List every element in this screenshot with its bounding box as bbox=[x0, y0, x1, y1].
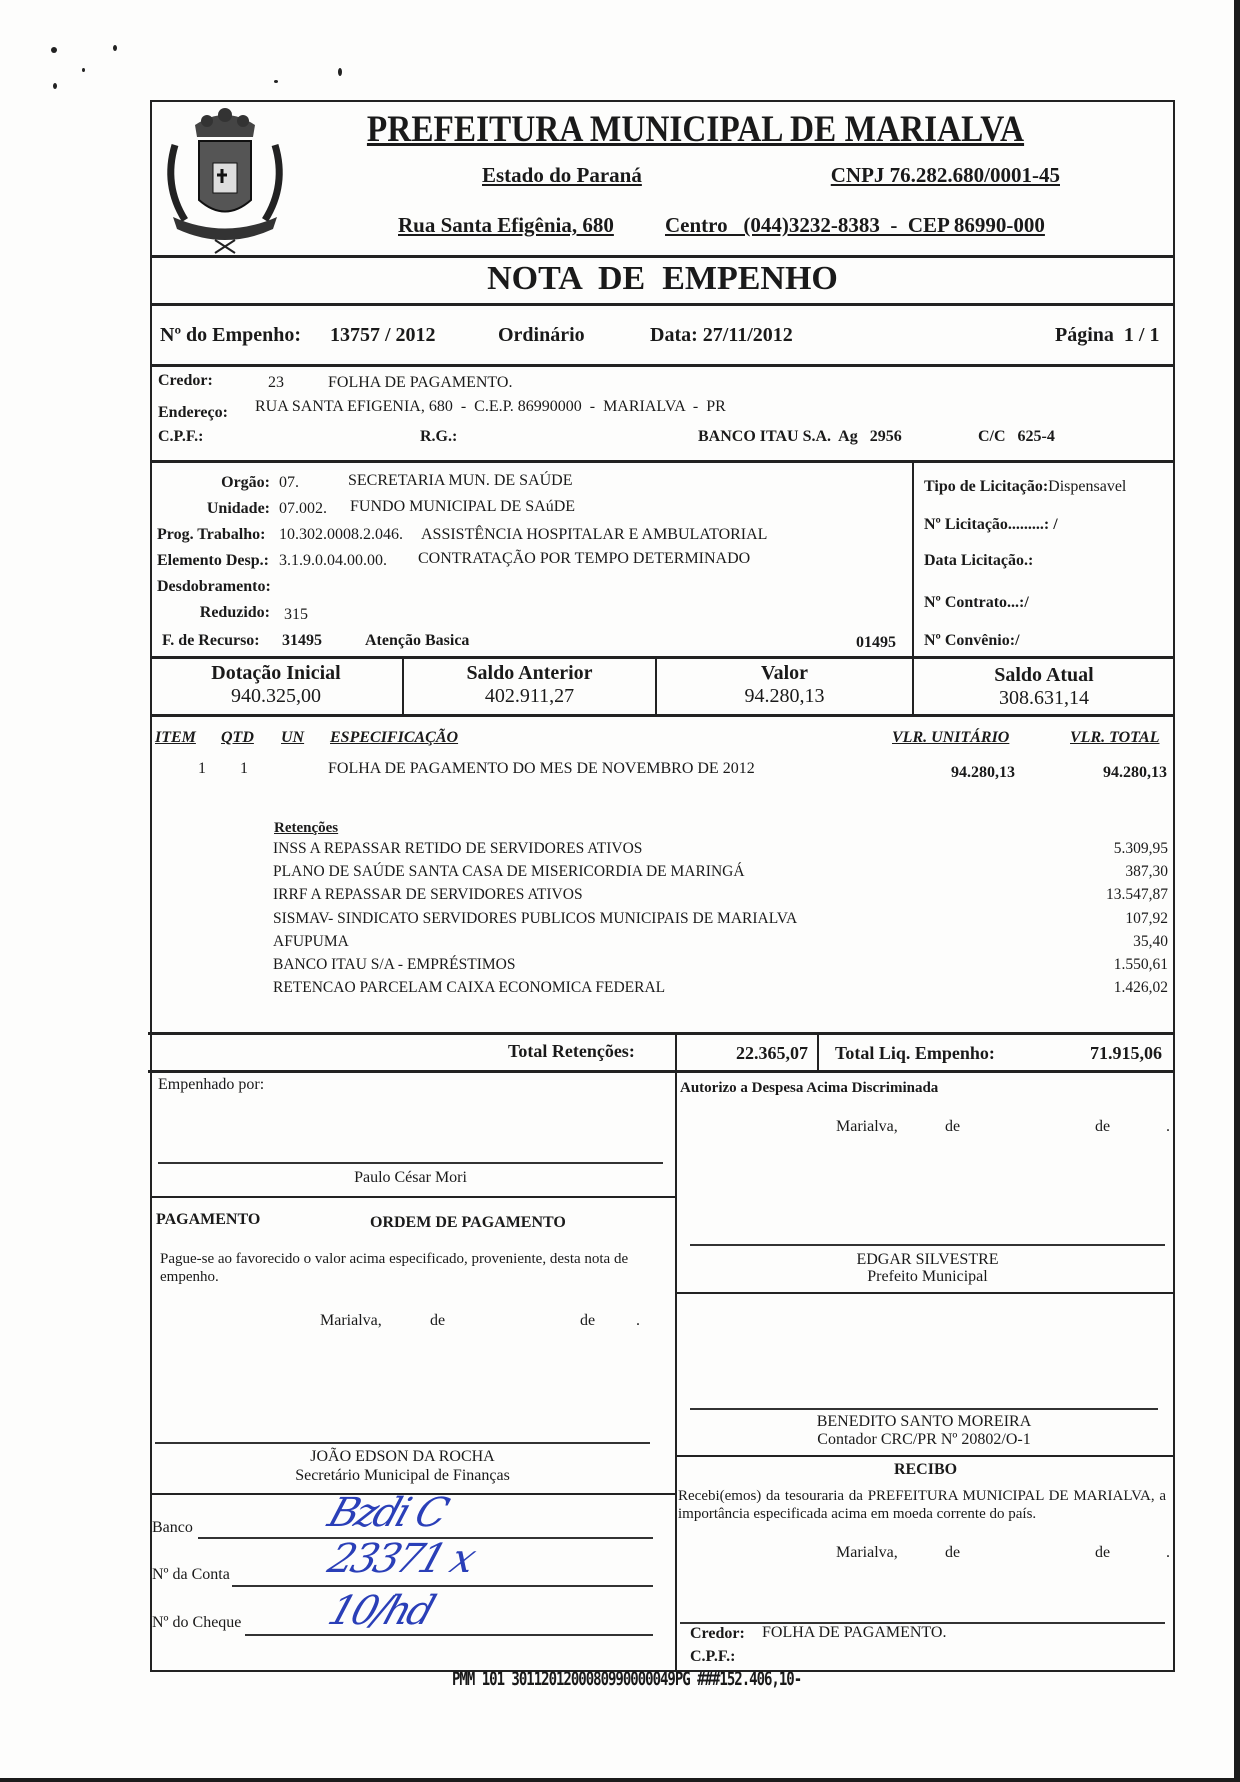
saldo-value: 402.911,27 bbox=[484, 685, 575, 707]
licitacao-data: Data Licitação.: bbox=[924, 552, 1034, 569]
col-header-spec: ESPECIFICAÇÃO bbox=[330, 729, 459, 746]
saldo-anterior bbox=[404, 662, 655, 708]
reduzido-value: 315 bbox=[284, 606, 308, 623]
licitacao-numero: Nº Licitação.........: / bbox=[924, 516, 1058, 533]
elemento-code: 3.1.9.0.04.00.00. bbox=[279, 552, 387, 569]
signature-line bbox=[158, 1162, 663, 1164]
pagamento-dot: . bbox=[636, 1312, 640, 1329]
col-header-unit-value: VLR. UNITÁRIO bbox=[892, 729, 1010, 746]
recurso-label: F. de Recurso: bbox=[162, 632, 260, 649]
bank-info: BANCO ITAU S.A. Ag 2956 bbox=[698, 428, 902, 445]
recurso-name: Atenção Basica bbox=[365, 632, 470, 649]
unidade-label: Unidade: bbox=[206, 500, 270, 517]
empenhado-signer: Paulo César Mori bbox=[354, 1169, 467, 1186]
empenho-number: 13757 / 2012 bbox=[330, 324, 436, 346]
empenho-number-label: Nº do Empenho: bbox=[160, 324, 302, 346]
licitacao-contrato: Nº Contrato...:/ bbox=[924, 594, 1029, 611]
recibo-dot: . bbox=[1166, 1544, 1170, 1561]
retencoes-list bbox=[273, 840, 1168, 1002]
divider bbox=[676, 1292, 1175, 1294]
endereco-label: Endereço: bbox=[158, 404, 228, 421]
divider bbox=[150, 303, 1175, 306]
total-retencoes-value: 22.365,07 bbox=[736, 1043, 808, 1063]
retencao-desc: AFUPUMA bbox=[273, 932, 349, 950]
unidade-code: 07.002. bbox=[279, 500, 327, 517]
header-address: Rua Santa Efigênia, 680 bbox=[398, 213, 614, 237]
recurso-code: 31495 bbox=[282, 632, 322, 649]
recibo-credor-label: Credor: bbox=[690, 1625, 745, 1642]
autorizo-title: Autorizo a Despesa Acima Discriminada bbox=[680, 1080, 939, 1096]
autorizo-signer-role: Prefeito Municipal bbox=[867, 1268, 988, 1285]
saldo-value: 94.280,13 bbox=[744, 685, 825, 707]
cheque-handwritten: 10/hd bbox=[322, 1588, 439, 1634]
pagamento-label: PAGAMENTO bbox=[156, 1211, 261, 1228]
pagamento-signer-name: JOÃO EDSON DA ROCHA bbox=[310, 1448, 495, 1465]
saldo-value: 308.631,14 bbox=[999, 687, 1089, 709]
retencoes-title: Retenções bbox=[274, 820, 339, 836]
saldo-valor bbox=[657, 662, 912, 708]
saldo-atual bbox=[914, 664, 1174, 710]
pagamento-text: Pague-se ao favorecido o valor acima especificado, proveniente, desta nota de empenho. bbox=[160, 1251, 629, 1285]
retencao-desc: PLANO DE SAÚDE SANTA CASA DE MISERICORDIA DE MARINGÁ bbox=[273, 863, 745, 881]
item-spec: FOLHA DE PAGAMENTO DO MES DE NOVEMBRO DE 2012 bbox=[328, 760, 755, 777]
empenhado-label: Empenhado por: bbox=[158, 1076, 265, 1093]
recibo-de1: de bbox=[945, 1544, 961, 1561]
recibo-credor-name: FOLHA DE PAGAMENTO. bbox=[762, 1624, 947, 1641]
retencao-value: 387,30 bbox=[1125, 863, 1168, 881]
scan-speck bbox=[274, 80, 278, 83]
item-qtd: 1 bbox=[240, 760, 248, 777]
retencao-desc: BANCO ITAU S/A - EMPRÉSTIMOS bbox=[273, 955, 516, 973]
col-header-item: ITEM bbox=[155, 729, 196, 746]
divider bbox=[150, 1196, 676, 1198]
prog-code: 10.302.0008.2.046. bbox=[279, 526, 403, 543]
elemento-label: Elemento Desp.: bbox=[157, 552, 269, 569]
item-unit-value: 94.280,13 bbox=[951, 764, 1015, 781]
recibo-place: Marialva, bbox=[836, 1544, 898, 1561]
conta-corrente: C/C 625-4 bbox=[978, 428, 1055, 445]
header-state: Estado do Paraná bbox=[482, 163, 642, 187]
total-liquido-value: 71.915,06 bbox=[1090, 1043, 1162, 1063]
desdobramento-label: Desdobramento: bbox=[157, 578, 271, 595]
divider bbox=[150, 460, 1175, 463]
pagamento-place: Marialva, bbox=[320, 1312, 382, 1329]
retencao-desc: RETENCAO PARCELAM CAIXA ECONOMICA FEDERAL bbox=[273, 979, 666, 997]
divider bbox=[148, 1032, 1175, 1035]
retencao-desc: IRRF A REPASSAR DE SERVIDORES ATIVOS bbox=[273, 886, 583, 904]
retencao-desc: INSS A REPASSAR RETIDO DE SERVIDORES ATIVOS bbox=[273, 840, 643, 857]
retencao-value: 35,40 bbox=[1133, 932, 1168, 950]
autorizo-place: Marialva, bbox=[836, 1118, 898, 1135]
list-item bbox=[273, 956, 1168, 979]
conta-field-line[interactable] bbox=[232, 1585, 653, 1587]
orgao-code: 07. bbox=[279, 474, 299, 491]
banco-label: Banco bbox=[152, 1519, 193, 1536]
item-total-value: 94.280,13 bbox=[1103, 764, 1167, 781]
saldo-label: Saldo Atual bbox=[994, 664, 1094, 686]
credor-code: 23 bbox=[268, 374, 284, 391]
divider bbox=[676, 1455, 1175, 1457]
prog-label: Prog. Trabalho: bbox=[157, 526, 266, 543]
page-indicator: Página 1 / 1 bbox=[1055, 324, 1160, 346]
saldo-value: 940.325,00 bbox=[231, 685, 321, 707]
scan-edge-bottom bbox=[0, 1778, 1240, 1782]
autorizo-signer-name: EDGAR SILVESTRE bbox=[856, 1251, 999, 1268]
col-header-total-value: VLR. TOTAL bbox=[1070, 729, 1160, 746]
banco-handwritten: Bzdi C bbox=[322, 1490, 452, 1536]
retencao-desc: SISMAV- SINDICATO SERVIDORES PUBLICOS MUNICIPAIS DE MARIALVA bbox=[273, 909, 798, 927]
pagamento-signer-role: Secretário Municipal de Finanças bbox=[295, 1467, 510, 1484]
divider bbox=[150, 255, 1175, 258]
scan-speck bbox=[113, 45, 117, 51]
divider bbox=[148, 1070, 1175, 1073]
autorizo-de1: de bbox=[945, 1118, 961, 1135]
autorizo-de2: de bbox=[1095, 1118, 1111, 1135]
retencao-value: 13.547,87 bbox=[1106, 886, 1168, 904]
cheque-field-line[interactable] bbox=[245, 1634, 653, 1636]
header-contact: Centro (044)3232-8383 - CEP 86990-000 bbox=[665, 213, 1045, 237]
signature-line bbox=[155, 1442, 650, 1444]
divider-vertical bbox=[817, 1034, 819, 1070]
scan-speck bbox=[338, 68, 342, 76]
list-item bbox=[273, 910, 1168, 933]
autorizo-dot: . bbox=[1166, 1118, 1170, 1135]
credor-label: Credor: bbox=[158, 372, 213, 389]
pagamento-de2: de bbox=[580, 1312, 596, 1329]
divider-vertical bbox=[912, 462, 914, 657]
orgao-label: Orgão: bbox=[221, 474, 270, 491]
rg-label: R.G.: bbox=[420, 428, 458, 445]
list-item bbox=[273, 979, 1168, 1002]
divider bbox=[150, 364, 1175, 367]
header-cnpj: CNPJ 76.282.680/0001-45 bbox=[830, 163, 1060, 187]
retencao-value: 1.426,02 bbox=[1113, 979, 1168, 997]
header-title: PREFEITURA MUNICIPAL DE MARIALVA bbox=[366, 109, 1025, 150]
pagamento-de1: de bbox=[430, 1312, 446, 1329]
saldo-label: Dotação Inicial bbox=[211, 662, 341, 684]
total-retencoes-label: Total Retenções: bbox=[508, 1041, 635, 1061]
contador-name: BENEDITO SANTO MOREIRA bbox=[816, 1413, 1032, 1430]
licitacao-tipo-label-text: Tipo de Licitação: bbox=[924, 478, 1049, 495]
scan-speck bbox=[53, 83, 57, 89]
list-item bbox=[273, 863, 1168, 886]
scan-speck bbox=[82, 68, 85, 72]
scan-edge-right bbox=[1234, 0, 1240, 1782]
list-item bbox=[273, 886, 1168, 909]
recurso-extra: 01495 bbox=[856, 634, 896, 651]
elemento-name: CONTRATAÇÃO POR TEMPO DETERMINADO bbox=[418, 550, 751, 567]
divider-vertical bbox=[675, 1034, 677, 1070]
col-header-un: UN bbox=[281, 729, 305, 746]
contador-role: Contador CRC/PR Nº 20802/O-1 bbox=[817, 1431, 1031, 1448]
saldo-label: Saldo Anterior bbox=[466, 662, 593, 684]
orgao-name: SECRETARIA MUN. DE SAÚDE bbox=[348, 472, 573, 489]
unidade-name: FUNDO MUNICIPAL DE SAúDE bbox=[350, 498, 576, 515]
recibo-text: Recebi(emos) da tesouraria da PREFEITURA MUNICIPAL DE MARIALVA, a importância especificada acima em moeda corrente do país. bbox=[678, 1488, 1166, 1522]
divider bbox=[150, 656, 1175, 659]
recibo-cpf-label: C.P.F.: bbox=[690, 1648, 736, 1665]
retencao-value: 107,92 bbox=[1125, 909, 1168, 927]
saldo-dotacao-inicial bbox=[150, 662, 402, 708]
retencao-value: 5.309,95 bbox=[1113, 840, 1168, 857]
scan-speck bbox=[51, 47, 57, 53]
prog-name: ASSISTÊNCIA HOSPITALAR E AMBULATORIAL bbox=[421, 526, 768, 543]
conta-handwritten: 23371 x bbox=[322, 1536, 480, 1582]
ordem-pagamento-title: ORDEM DE PAGAMENTO bbox=[370, 1214, 566, 1231]
divider-vertical bbox=[675, 1072, 677, 1672]
licitacao-tipo-label bbox=[924, 478, 1126, 496]
endereco-value: RUA SANTA EFIGENIA, 680 - C.E.P. 86990000 - MARIALVA - PR bbox=[255, 398, 726, 415]
recibo-de2: de bbox=[1095, 1544, 1111, 1561]
signature-line bbox=[690, 1244, 1165, 1246]
item-number: 1 bbox=[198, 760, 206, 777]
empenho-date: Data: 27/11/2012 bbox=[650, 324, 793, 346]
conta-label: Nº da Conta bbox=[152, 1566, 230, 1583]
col-header-qtd: QTD bbox=[221, 729, 254, 746]
retencao-value: 1.550,61 bbox=[1113, 955, 1168, 973]
authentication-stamp: PMM 101 3011201200080990000049PG ###152.406,10- bbox=[452, 1669, 802, 1691]
list-item bbox=[273, 933, 1168, 956]
total-liquido-label: Total Liq. Empenho: bbox=[835, 1043, 995, 1063]
reduzido-label: Reduzido: bbox=[199, 604, 270, 621]
signature-line bbox=[690, 1408, 1158, 1410]
recibo-title: RECIBO bbox=[893, 1461, 958, 1478]
licitacao-convenio: Nº Convênio:/ bbox=[924, 632, 1020, 649]
coat-of-arms-icon bbox=[155, 105, 295, 255]
cpf-label: C.P.F.: bbox=[158, 428, 204, 445]
empenho-type: Ordinário bbox=[498, 324, 585, 346]
saldo-label: Valor bbox=[760, 662, 809, 684]
credor-name: FOLHA DE PAGAMENTO. bbox=[328, 374, 513, 391]
document-title: NOTA DE EMPENHO bbox=[487, 260, 838, 297]
list-item bbox=[273, 840, 1168, 863]
divider bbox=[150, 714, 1175, 717]
cheque-label: Nº do Cheque bbox=[152, 1614, 242, 1631]
licitacao-tipo: Dispensavel bbox=[1048, 478, 1127, 495]
